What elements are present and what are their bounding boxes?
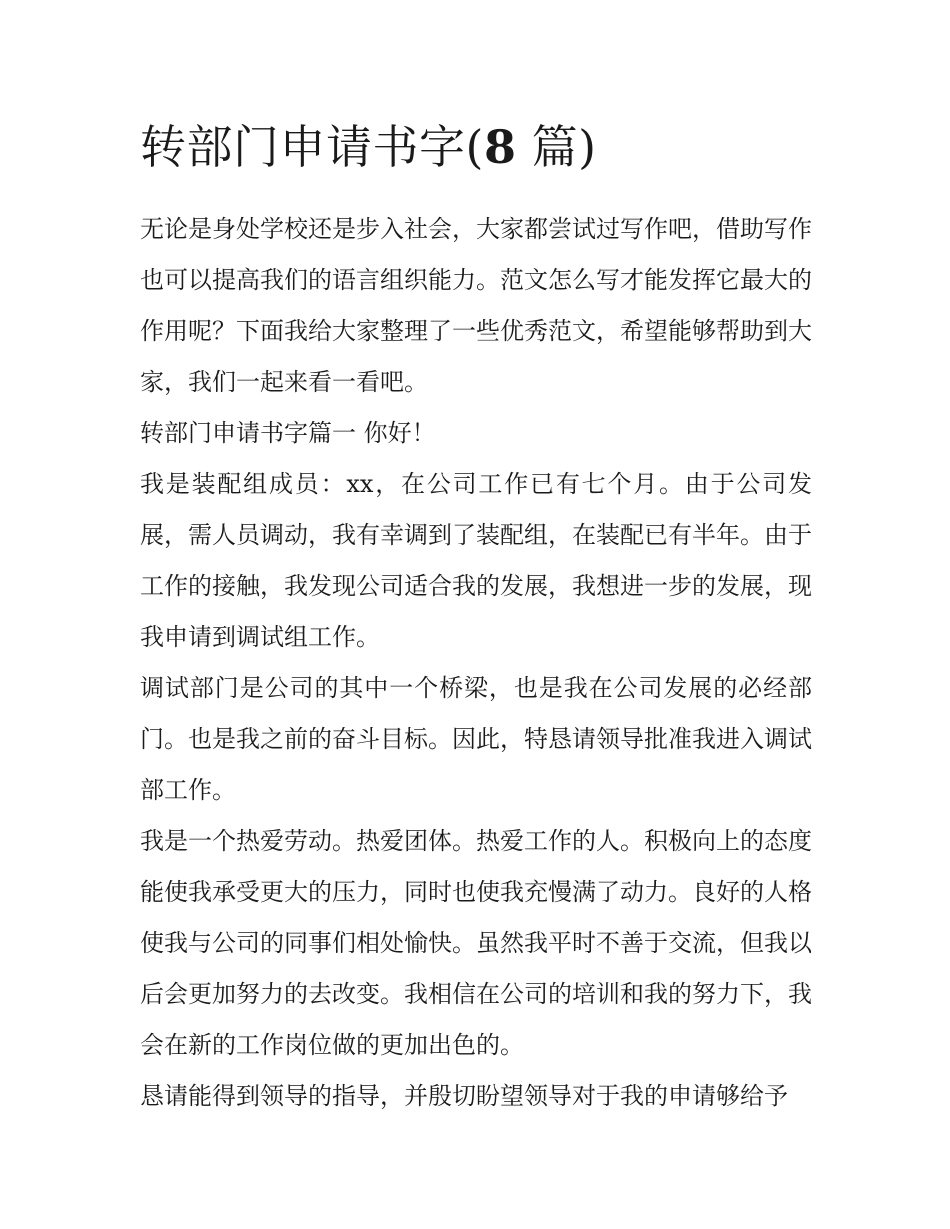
title-count: 8 [483, 120, 517, 174]
paragraph-self-intro: 我是装配组成员：xx，在公司工作已有七个月。由于公司发展，需人员调动，我有幸调到了装配组，在装配已有半年。由于工作的接触，我发现公司适合我的发展，我想进一步的发展，现我申请到调试组工作。 [140, 470, 812, 651]
paragraph-character: 我是一个热爱劳动。热爱团体。热爱工作的人。积极向上的态度能使我承受更大的压力，同时也使我充慢满了动力。良好的人格使我与公司的同事们相处愉快。虽然我平时不善于交流，但我以后会更加努力的去改变。我相信在公司的培训和我的努力下，我会在新的工作岗位做的更加出色的。 [140, 827, 812, 1059]
document-content [140, 112, 812, 1122]
paragraph-reason: 调试部门是公司的其中一个桥梁，也是我在公司发展的必经部门。也是我之前的奋斗目标。因此，特恳请领导批准我进入调试部工作。 [140, 674, 812, 804]
paragraph-request: 恳请能得到领导的指导，并殷切盼望领导对于我的申请够给予 [140, 1082, 788, 1110]
title-main: 转部门申请书字( [140, 120, 484, 174]
title-tail: 篇) [516, 120, 597, 174]
paragraph-intro: 无论是身处学校还是步入社会，大家都尝试过写作吧，借助写作也可以提高我们的语言组织能力。范文怎么写才能发挥它最大的作用呢？下面我给大家整理了一些优秀范文，希望能够帮助到大家，我们一起来看一看吧。 [140, 215, 812, 396]
document-title [140, 112, 812, 182]
document-body [140, 204, 812, 1122]
paragraph-greeting: 转部门申请书字篇一 你好！ [140, 419, 436, 447]
